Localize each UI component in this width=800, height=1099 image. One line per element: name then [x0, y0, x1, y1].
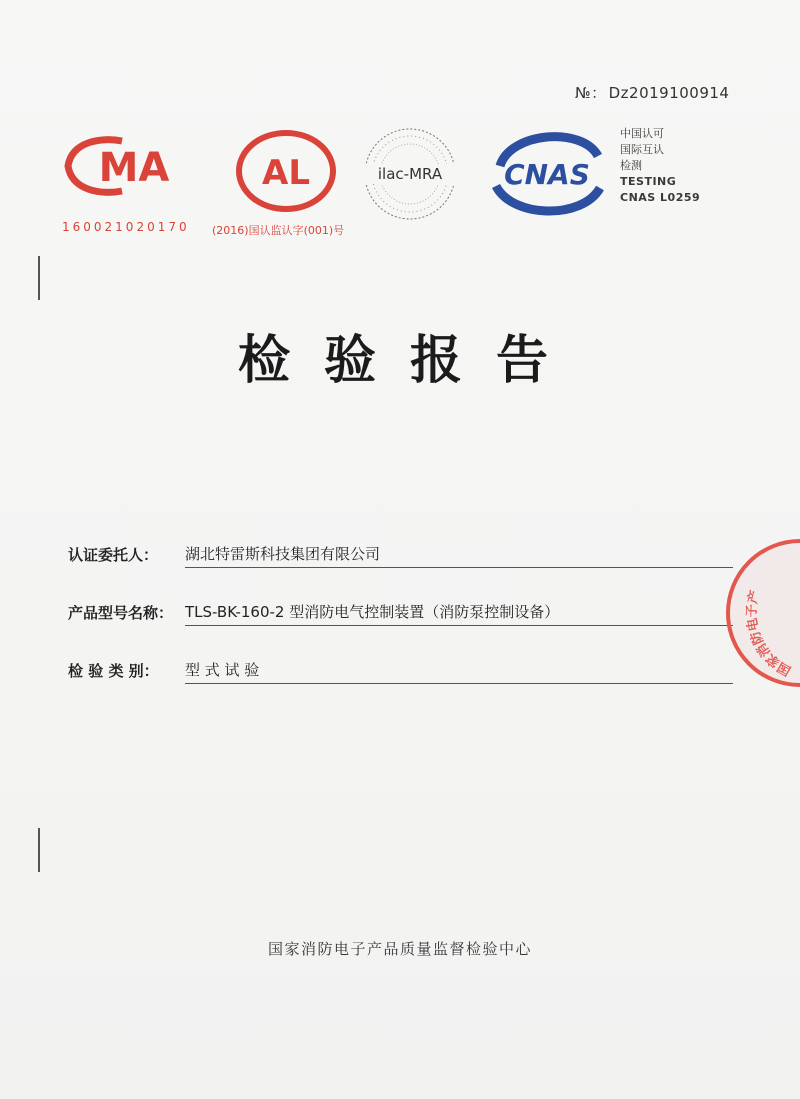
field-test-type: [68, 626, 733, 684]
report-fields: [68, 538, 733, 684]
cnas-side-text: 中国认可 国际互认 检测 TESTING CNAS L0259: [620, 127, 701, 204]
report-number-value: Dz2019100914: [608, 84, 730, 102]
report-title: 检验报告: [237, 330, 582, 391]
issuing-organization: 国家消防电子产品质量监督检验中心: [267, 940, 532, 958]
cma-logo-text: MA: [98, 145, 170, 191]
field-client-label: 认证委托人：: [68, 546, 159, 564]
field-client: [68, 538, 733, 568]
official-seal: [700, 528, 800, 698]
report-number: №： Dz2019100914: [575, 84, 730, 102]
field-product-value: TLS-BK-160-2 型消防电气控制装置（消防泵控制设备）: [185, 601, 733, 626]
field-product: [68, 568, 733, 626]
field-test-type-label: 检 验 类 别：: [68, 662, 159, 680]
cnas-logo: [486, 126, 608, 220]
scan-mark-bottom: [38, 828, 40, 872]
seal-text: 国家消防电子产: [744, 588, 794, 678]
ilac-mra-logo: [360, 124, 460, 224]
scan-mark-top: [38, 256, 40, 300]
cma-logo: [62, 135, 202, 197]
field-product-label: 产品型号名称：: [68, 604, 174, 622]
cma-code: 160021020170: [62, 220, 190, 234]
cnas-logo-text: CNAS: [504, 158, 590, 191]
cal-code: (2016)国认监认字(001)号: [212, 224, 345, 237]
cal-logo-text: AL: [262, 153, 310, 193]
cal-logo: [234, 128, 338, 214]
ilac-logo-text: ilac-MRA: [377, 165, 443, 183]
field-client-value: 湖北特雷斯科技集团有限公司: [185, 543, 733, 568]
field-test-type-value: 型 式 试 验: [185, 659, 733, 684]
